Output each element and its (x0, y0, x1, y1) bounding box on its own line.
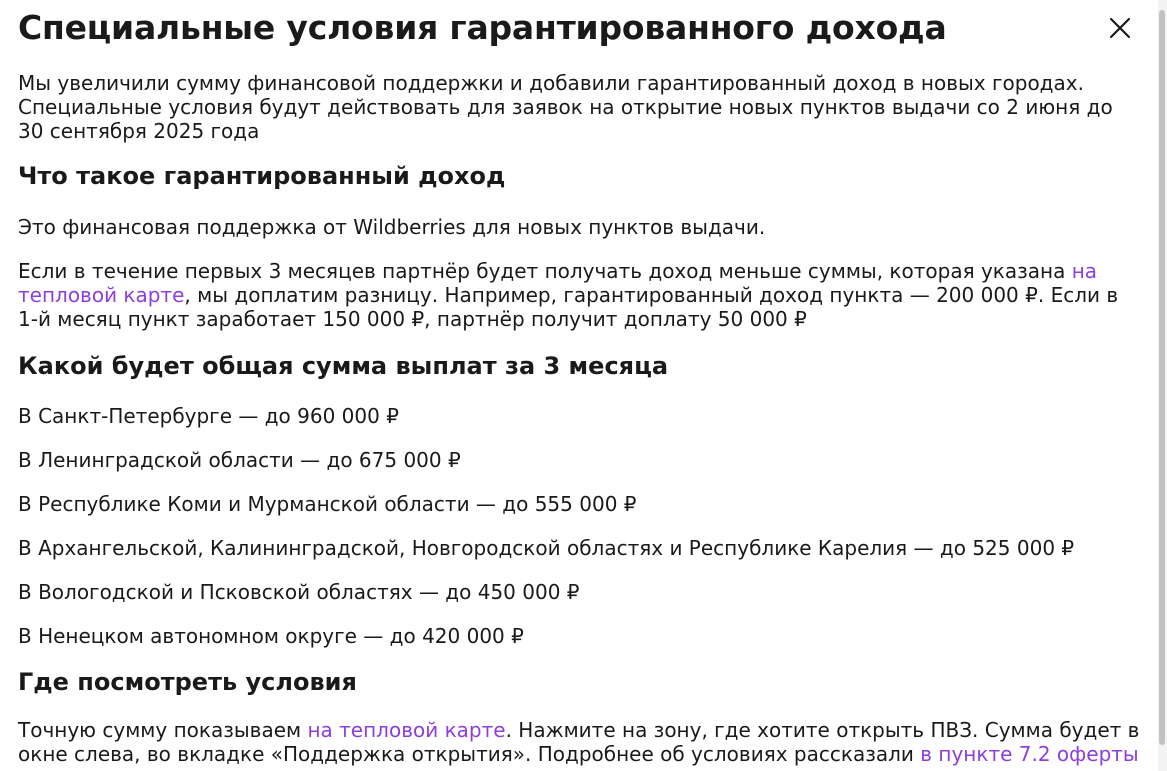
heat-map-link-2[interactable]: на тепловой карте (307, 718, 506, 742)
modal-title: Специальные условия гарантированного дохода (18, 8, 947, 47)
what-paragraph-1: Это финансовая поддержка от Wildberries для новых пунктов выдачи. (18, 215, 766, 239)
offer-clause-link[interactable]: в пункте 7.2 оферты (920, 742, 1139, 766)
scrollbar-thumb[interactable] (1159, 10, 1165, 745)
where-paragraph-start: Точную сумму показываем (18, 718, 308, 742)
list-item: В Архангельской, Калининградской, Новгородской областях и Республике Карелия — до 525 000 ₽ (18, 536, 1075, 560)
list-item: В Санкт-Петербурге — до 960 000 ₽ (18, 404, 399, 428)
what-paragraph-2-end: , мы доплатим разницу. Например, гарантированный доход пункта — 200 000 ₽. Если в 1-й месяц пункт заработает 150 000 ₽, партнёр получит доплату 50 000 ₽ (18, 283, 1119, 331)
scrollbar[interactable] (1158, 0, 1167, 771)
section-heading-where: Где посмотреть условия (18, 668, 357, 696)
amounts-list (18, 404, 1142, 648)
close-icon[interactable] (1104, 12, 1136, 44)
list-item: В Республике Коми и Мурманской области — до 555 000 ₽ (18, 492, 637, 516)
where-paragraph (18, 718, 1142, 766)
close-button[interactable] (1104, 12, 1136, 44)
list-item: В Вологодской и Псковской областях — до 450 000 ₽ (18, 580, 580, 604)
section-heading-what: Что такое гарантированный доход (18, 162, 506, 190)
what-paragraph-2 (18, 259, 1142, 331)
where-paragraph-middle: . Нажмите на зону, где хотите открыть ПВЗ. Сумма будет в окне слева, во вкладке «Поддержка открытия». Подробнее об условиях рассказали (18, 718, 1140, 766)
lead-text: Мы увеличили сумму финансовой поддержки и добавили гарантированный доход в новых городах. Специальные условия будут действовать для заявок на открытие новых пунктов выдачи со 2 июня до 30 сентября 2025 года (18, 71, 1113, 143)
list-item: В Ленинградской области — до 675 000 ₽ (18, 448, 461, 472)
list-item: В Ненецком автономном округе — до 420 000 ₽ (18, 624, 524, 648)
what-paragraph-2-start: Если в течение первых 3 месяцев партнёр будет получать доход меньше суммы, которая указана (18, 259, 1072, 283)
modal-content (18, 71, 1142, 766)
section-heading-amounts: Какой будет общая сумма выплат за 3 месяца (18, 352, 669, 380)
heat-map-link[interactable]: на тепловой карте (18, 259, 1098, 307)
